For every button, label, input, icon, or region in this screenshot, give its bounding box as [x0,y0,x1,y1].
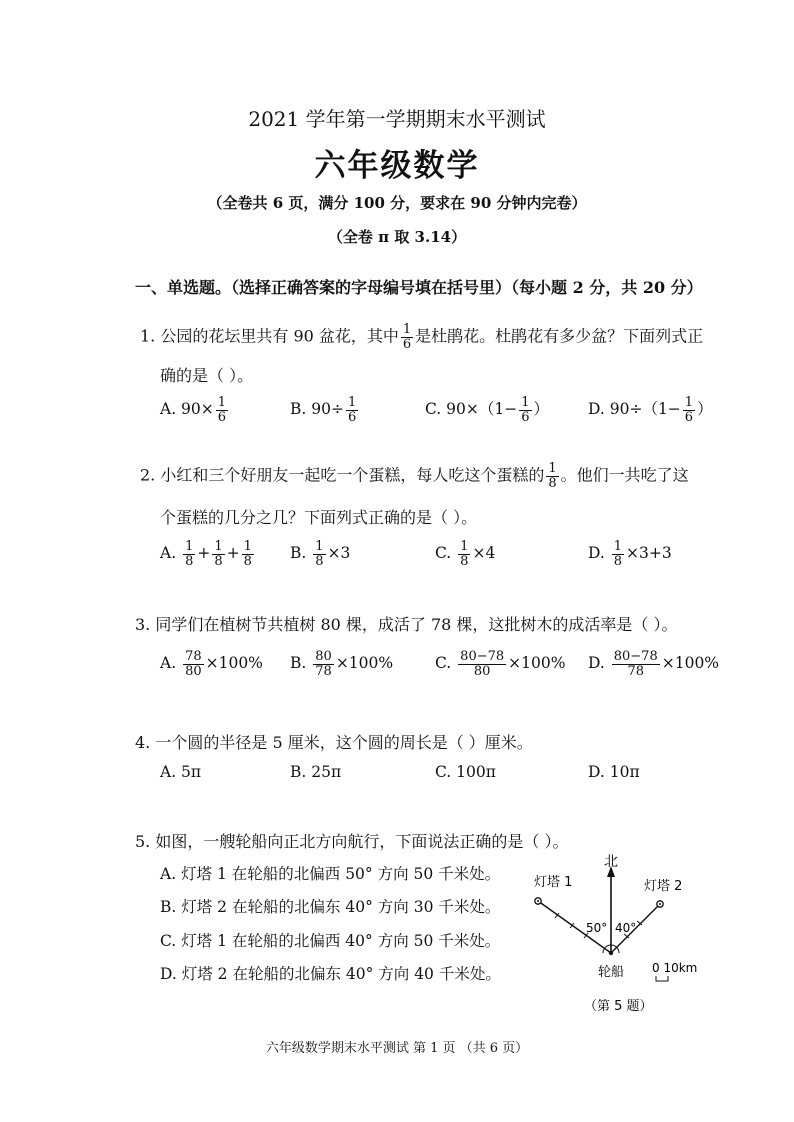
question-5-option-b[interactable]: B. 灯塔 2 在轮船的北偏东 40° 方向 30 千米处。 [160,898,501,916]
figure-caption: （第 5 题） [584,999,653,1014]
question-5-option-a[interactable]: A. 灯塔 1 在轮船的北偏西 50° 方向 50 千米处。 [160,865,501,883]
question-3-option-a[interactable]: A. $\frac{78}{80}$ ×100% [160,649,263,679]
question-3-option-d[interactable]: D. $\frac{80-78}{78}$ ×100% [588,649,720,679]
question-5-option-d[interactable]: D. 灯塔 2 在轮船的北偏东 40° 方向 40 千米处。 [160,965,501,983]
fraction-one-sixth: $\frac{1}{6}$ [402,322,412,352]
question-5-direction-diagram [520,850,720,1020]
question-4-line-1: 4. 一个圆的半径是 5 厘米，这个圆的周长是（ ）厘米。 [135,733,533,752]
scale-label: 0 10km [652,961,698,975]
question-2-line-2: 个蛋糕的几分之几？下面列式正确的是（ ）。 [160,508,478,527]
question-1-option-a[interactable]: A. 90× $\frac{1}{6}$ [160,395,227,425]
north-label: 北 [604,854,618,870]
ship-label: 轮船 [598,965,625,980]
question-3-line-1: 3. 同学们在植树节共植树 80 棵，成活了 78 棵，这批树木的成活率是（ ）。 [135,615,678,634]
lighthouse-1-label: 灯塔 1 [534,875,573,890]
exam-instructions: （全卷共 6 页，满分 100 分，要求在 90 分钟内完卷） [207,194,587,212]
question-3-option-b[interactable]: B. $\frac{80}{78}$ ×100% [290,649,394,679]
question-1-option-d[interactable]: D. 90÷（1− $\frac{1}{6}$ ） [588,395,713,425]
ship-point [609,951,613,955]
section-1-title: 一、单选题。（选择正确答案的字母编号填在括号里）（每小题 2 分，共 20 分） [135,278,703,297]
lighthouse-2-label: 灯塔 2 [644,879,683,894]
question-4-option-a[interactable]: A. 5π [160,763,202,781]
question-2-option-c[interactable]: C. $\frac{1}{8}$ ×4 [435,539,496,569]
angle-right-label: 40° [615,921,637,935]
question-2-option-d[interactable]: D. $\frac{1}{8}$ ×3+3 [588,539,672,569]
question-4-option-d[interactable]: D. 10π [588,763,640,781]
page-footer: 六年级数学期末水平测试 第 1 页 （共 6 页） [265,1041,529,1056]
pi-note: （全卷 π 取 3.14） [327,228,467,246]
exam-title: 2021 学年第一学期期末水平测试 [248,107,546,131]
question-1-line-2: 确的是（ ）。 [160,366,254,385]
subject-title: 六年级数学 [314,148,480,184]
question-2-option-a[interactable]: A. $\frac{1}{8}$ + $\frac{1}{8}$ + $\frac{1}{8}$ [160,539,252,569]
question-5-line-1: 5. 如图，一艘轮船向正北方向航行，下面说法正确的是（ ）。 [135,832,569,851]
angle-left-label: 50° [586,921,608,935]
question-5-option-c[interactable]: C. 灯塔 1 在轮船的北偏西 40° 方向 50 千米处。 [160,932,501,950]
question-1-line-1: 1. 公园的花坛里共有 90 盆花，其中 $\frac{1}{6}$ 是杜鹃花。杜鹃花有多少盆？下面列式正 [140,322,704,352]
question-2-option-b[interactable]: B. $\frac{1}{8}$ ×3 [290,539,351,569]
scale-bar [656,976,668,981]
question-1-option-c[interactable]: C. 90×（1− $\frac{1}{6}$ ） [425,395,550,425]
question-3-option-c[interactable]: C. $\frac{80-78}{80}$ ×100% [435,649,566,679]
question-2-line-1: 2. 小红和三个好朋友一起吃一个蛋糕，每人吃这个蛋糕的 $\frac{1}{8}$ 。他们一共吃了这 [140,461,689,491]
question-4-option-b[interactable]: B. 25π [290,763,342,781]
question-1-option-b[interactable]: B. 90÷ $\frac{1}{6}$ [290,395,357,425]
question-4-option-c[interactable]: C. 100π [435,763,496,781]
